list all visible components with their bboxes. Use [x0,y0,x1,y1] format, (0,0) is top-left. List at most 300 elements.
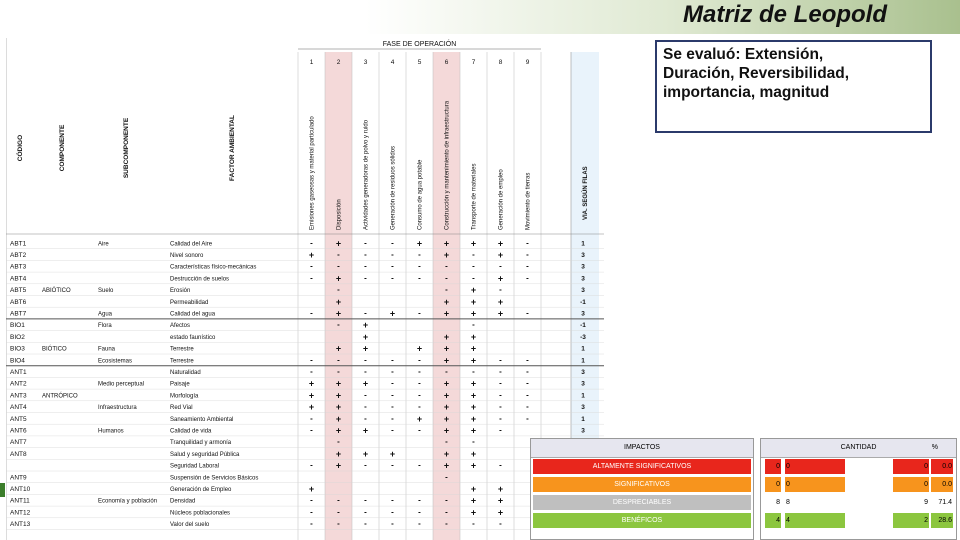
impact-mark: + [416,413,423,424]
row-subcomponent: Suelo [98,288,114,295]
impact-mark: - [391,402,394,412]
impact-mark: + [335,413,342,424]
impact-mark: + [470,448,477,459]
legend-row-negligible [531,494,753,511]
impact-mark: - [499,390,502,400]
row-total: 3 [581,252,585,259]
impact-mark: + [308,390,315,401]
impact-mark: - [310,238,313,248]
impact-mark: + [362,331,369,342]
impact-mark: - [526,355,529,365]
impact-mark: + [470,343,477,354]
action-number: 2 [336,59,341,66]
impact-mark: - [391,390,394,400]
action-label: Transporte de materiales [471,163,478,230]
impact-mark: + [362,425,369,436]
impact-mark: - [472,519,475,529]
impact-mark: - [418,273,421,283]
row-subcomponent: Fauna [98,346,116,353]
impact-mark: - [526,238,529,248]
impact-mark: + [470,495,477,506]
row-factor: Valor del suelo [170,522,210,529]
row-total: -3 [580,333,586,341]
impact-mark: - [418,519,421,529]
impact-mark: - [418,402,421,412]
row-total: 3 [581,287,585,295]
impact-mark: - [310,261,313,271]
row-factor: Saneamiento Ambiental [170,416,234,423]
impact-mark: + [443,378,450,389]
impact-mark: - [445,472,448,482]
impact-mark: - [391,495,394,505]
action-label: Generación de residuos sólidos [390,145,397,230]
impact-mark: + [335,390,342,401]
impact-mark: + [335,460,342,471]
row-subcomponent: Aire [98,241,109,248]
impact-mark: + [443,343,450,354]
row-factor: Permeabilidad [170,299,209,306]
impact-mark: - [526,402,529,412]
legend-row-high [531,458,753,475]
quantity-row [761,512,956,529]
impact-mark: - [364,308,367,318]
legend-label: DESPRECIABLES [533,495,751,510]
row-code: ANT12 [10,509,31,517]
row-code: ABT5 [10,287,27,295]
row-factor: Terrestre [170,346,194,353]
impact-mark: - [364,495,367,505]
impact-mark: - [418,261,421,271]
quantity-header [761,439,956,458]
quantity-row [761,476,956,493]
impact-mark: - [472,261,475,271]
impact-mark: - [391,378,394,388]
action-label: Construcción y mantenimiento de infraestructura [444,100,451,230]
impact-mark: - [472,437,475,447]
impact-mark: + [308,250,315,260]
row-total: -1 [580,298,586,306]
impact-mark: - [364,238,367,248]
impact-mark: + [470,355,477,366]
impact-mark: - [526,250,529,259]
impact-mark: - [445,273,448,283]
row-code: ANT5 [10,415,27,423]
impact-mark: + [497,238,504,249]
row-code: ABT4 [10,275,27,283]
impact-mark: + [335,425,342,436]
row-code: ABT2 [10,252,27,259]
action-label: Generación de empleo [498,169,505,230]
quantity-row [761,458,956,475]
row-factor: Calidad de vida [170,428,212,435]
row-code: ANT1 [10,369,27,376]
impact-mark: - [310,519,313,529]
row-factor: Suspensión de Servicios Básicos [170,475,259,482]
left-header: CÓDIGO [17,134,24,162]
impact-mark: - [391,367,394,376]
impact-mark: - [337,285,340,295]
row-component: ANTRÓPICO [42,393,78,400]
impact-legend [530,438,754,540]
row-factor: Erosión [170,288,191,295]
quantity-cell-b: 4 [785,513,845,528]
impact-mark: - [364,519,367,529]
impact-mark: + [335,296,342,307]
impact-mark: - [418,367,421,376]
row-factor: Núcleos poblacionales [170,510,231,517]
row-code: ANT2 [10,380,27,388]
row-code: ANT3 [10,392,27,400]
impact-mark: + [443,402,450,413]
impact-mark: - [310,495,313,505]
row-subcomponent: Infraestructura [98,405,137,412]
impact-mark: + [470,484,477,494]
impact-mark: - [499,413,502,423]
note-line-1: Se evaluó: Extensión, [663,46,824,63]
impact-mark: - [391,261,394,271]
row-total: 1 [581,240,585,248]
legend-label: ALTAMENTE SIGNIFICATIVOS [533,459,751,474]
impact-mark: - [337,367,340,376]
action-number: 8 [498,59,503,66]
impact-mark: - [310,425,313,435]
impact-mark: - [391,519,394,529]
row-factor: Características físico-mecánicas [170,264,257,271]
impact-mark: - [499,261,502,271]
impact-mark: - [445,507,448,517]
action-label: Consumo de agua potable [417,159,424,230]
impact-mark: - [445,367,448,376]
impact-mark: + [470,296,477,307]
impact-mark: + [470,308,477,319]
left-header: SUBCOMPONENTE [123,117,130,179]
impact-mark: + [443,355,450,366]
impact-mark: - [418,507,421,517]
quantity-cell-b: 0 [785,477,845,492]
row-factor: Calidad del Aire [170,241,213,248]
row-subcomponent: Medio perceptual [98,381,145,388]
note-line-3: importancia, magnitud [663,84,830,101]
left-header: COMPONENTE [59,124,66,172]
impact-mark: - [418,495,421,505]
impact-mark: - [391,355,394,365]
legend-row-significant [531,476,753,493]
impact-mark: - [310,308,313,318]
impact-mark: - [310,355,313,365]
row-code: BIO4 [10,357,25,365]
row-code: ABT3 [10,263,27,271]
impact-mark: - [499,425,502,435]
impact-mark: - [445,285,448,295]
slide-title: Matriz de Leopold [683,1,887,28]
row-total: 3 [581,404,585,412]
impact-mark: - [526,378,529,388]
row-factor: estado faunístico [170,334,216,341]
legend-label: BENÉFICOS [533,513,751,528]
impact-mark: - [364,390,367,400]
row-code: ANT4 [10,404,27,412]
impact-mark: - [337,495,340,505]
impact-mark: + [362,343,369,354]
impact-mark: + [416,343,423,354]
impact-mark: + [335,378,342,389]
row-factor: Terrestre [170,358,194,365]
impact-mark: - [418,308,421,318]
impact-mark: + [470,378,477,389]
impact-mark: - [364,413,367,423]
row-subcomponent: Humanos [98,428,124,435]
phase-header: FASE DE OPERACIÓN [382,41,457,48]
row-code: ANT11 [10,497,30,505]
impact-mark: - [364,355,367,365]
impact-mark: - [391,413,394,423]
impact-mark: - [364,402,367,412]
action-label: Disposición [336,199,343,230]
row-code: BIO3 [10,345,25,353]
row-code: ANT10 [10,486,31,493]
impact-mark: - [526,261,529,271]
row-factor: Paisaje [170,381,190,388]
action-number: 1 [309,59,314,66]
impact-mark: - [364,507,367,517]
action-number: 5 [417,59,422,66]
row-code: ANT9 [10,474,27,482]
impact-mark: + [443,331,450,342]
quantity-cell-a: 0 [765,459,781,474]
impact-mark: - [337,320,340,330]
quantity-cell-a: 0 [765,477,781,492]
row-factor: Generación de Empleo [170,487,232,493]
impact-mark: - [418,250,421,259]
row-total: 1 [581,415,585,423]
impact-mark: - [445,495,448,505]
row-factor: Seguridad Laboral [170,463,220,470]
impact-mark: + [443,238,450,249]
quantity-cell-c: 2 [893,513,929,528]
row-total: 3 [581,310,585,318]
percent-header: % [931,444,938,451]
left-header: FACTOR AMBIENTAL [229,115,236,181]
impact-mark: + [389,308,396,319]
note-line-2: Duración, Reversibilidad, [663,65,850,82]
impact-mark: + [470,413,477,424]
impact-mark: - [310,367,313,376]
impact-mark: - [472,250,475,259]
quantity-row [761,494,956,511]
impact-mark: - [472,273,475,283]
legend-header: IMPACTOS [531,439,753,458]
legend-row-beneficial [531,512,753,529]
impact-mark: + [416,238,423,249]
impact-mark: + [443,296,450,307]
impact-mark: - [310,460,313,470]
impact-mark: + [335,238,342,249]
impact-mark: - [364,460,367,470]
impact-mark: + [443,460,450,471]
quantity-cell-c: 0 [893,459,929,474]
impact-mark: + [335,402,342,413]
impact-mark: + [497,495,504,506]
impact-mark: + [443,448,450,459]
impact-mark: - [310,273,313,283]
row-factor: Salud y seguridad Pública [170,451,240,458]
row-factor: Naturalidad [170,370,201,376]
row-code: ANT13 [10,521,31,529]
row-factor: Red Vial [170,405,193,412]
row-factor: Nivel sonoro [170,253,204,259]
row-total: 1 [581,345,585,353]
impact-mark: - [499,402,502,412]
action-label: Movimiento de tierras [525,172,532,230]
impact-mark: + [497,507,504,518]
impact-mark: + [335,273,342,284]
impact-mark: - [364,367,367,376]
impact-mark: - [499,285,502,295]
impact-mark: + [470,507,477,518]
row-total: 1 [581,357,585,365]
action-number: 9 [525,59,530,66]
impact-mark: + [308,402,315,413]
total-header: VIA. SEGÚN FILAS [583,166,589,220]
row-total: 1 [581,392,585,400]
impact-mark: - [418,425,421,435]
impact-mark: + [335,343,342,354]
impact-mark: + [308,484,315,494]
action-number: 6 [444,59,449,66]
row-component: ABIÓTICO [42,288,71,295]
impact-mark: + [497,308,504,319]
impact-mark: - [499,355,502,365]
quantity-cell-c: 9 [893,495,929,510]
impact-mark: + [443,425,450,436]
impact-mark: - [337,355,340,365]
impact-mark: + [362,378,369,389]
action-number: 4 [390,59,395,66]
impact-mark: + [470,331,477,342]
quantity-cell-pct: 28.6 [931,513,953,528]
row-component: BIÓTICO [42,346,67,353]
impact-mark: + [497,273,504,284]
row-factor: Calidad del agua [170,311,216,318]
impact-mark: - [391,238,394,248]
row-code: ANT6 [10,427,27,435]
row-subcomponent: Agua [98,311,113,318]
impact-mark: + [443,413,450,424]
row-factor: Densidad [170,498,196,505]
row-subcomponent: Flora [98,323,112,330]
impact-mark: + [470,238,477,249]
row-total: 3 [581,427,585,435]
quantity-cell-pct: 71.4 [931,495,953,510]
row-code: BIO1 [10,322,25,330]
quantity-cell-c: 0 [893,477,929,492]
impact-mark: - [310,507,313,517]
row-subcomponent: Economía y población [98,498,158,505]
quantity-cell-a: 8 [765,495,781,510]
impact-mark: + [497,296,504,307]
impact-mark: - [526,390,529,400]
impact-mark: + [470,425,477,436]
row-total: 3 [581,263,585,271]
impact-mark: - [337,507,340,517]
row-factor: Afectos [170,323,191,330]
row-code: ANT8 [10,450,27,458]
impact-mark: - [418,355,421,365]
impact-mark: - [418,378,421,388]
impact-mark: - [364,273,367,283]
impact-mark: - [526,413,529,423]
impact-mark: + [470,285,477,296]
quantity-cell-a: 4 [765,513,781,528]
quantity-table [760,438,957,540]
row-factor: Destrucción de suelos [170,276,230,283]
impact-mark: + [308,378,315,389]
impact-mark: - [526,273,529,283]
row-total: 3 [581,275,585,283]
impact-mark: - [337,519,340,529]
impact-mark: + [443,308,450,319]
slide-accent-mark [0,483,5,497]
impact-mark: - [445,437,448,447]
impact-mark: - [472,367,475,376]
action-number: 3 [363,59,368,66]
row-total: -1 [580,322,586,330]
impact-mark: - [391,460,394,470]
impact-mark: - [364,250,367,259]
impact-mark: - [499,460,502,470]
impact-mark: - [499,367,502,376]
action-label: Emisiones gaseosas y material particulado [309,116,316,230]
row-code: ABT1 [10,240,27,248]
row-factor: Tranquilidad y armonía [170,440,232,447]
quantity-cell-b: 8 [785,495,845,510]
impact-mark: + [389,448,396,459]
impact-mark: - [364,261,367,271]
impact-mark: + [362,448,369,459]
impact-mark: - [418,390,421,400]
impact-mark: - [499,378,502,388]
impact-mark: - [418,460,421,470]
impact-mark: - [526,367,529,376]
impact-mark: - [391,273,394,283]
impact-mark: - [526,308,529,318]
impact-mark: + [335,308,342,319]
impact-mark: + [470,402,477,413]
row-total: 3 [581,380,585,388]
quantity-cell-b: 0 [785,459,845,474]
row-code: ABT7 [10,310,27,318]
quantity-cell-pct: 0.0 [931,459,953,474]
impact-mark: - [337,261,340,271]
impact-mark: + [443,250,450,260]
impact-mark: - [391,507,394,517]
impact-mark: + [470,390,477,401]
impact-mark: + [335,448,342,459]
legend-label: SIGNIFICATIVOS [533,477,751,492]
impact-mark: - [391,425,394,435]
row-code: ANT7 [10,439,27,447]
impact-mark: + [362,320,369,331]
impact-mark: - [337,250,340,259]
row-total: 3 [581,369,585,376]
row-code: ABT6 [10,298,27,306]
impact-mark: + [470,460,477,471]
leopold-matrix [6,38,604,540]
impact-mark: - [445,519,448,529]
matrix-graphic [6,38,604,540]
impact-mark: - [445,261,448,271]
impact-mark: + [443,390,450,401]
